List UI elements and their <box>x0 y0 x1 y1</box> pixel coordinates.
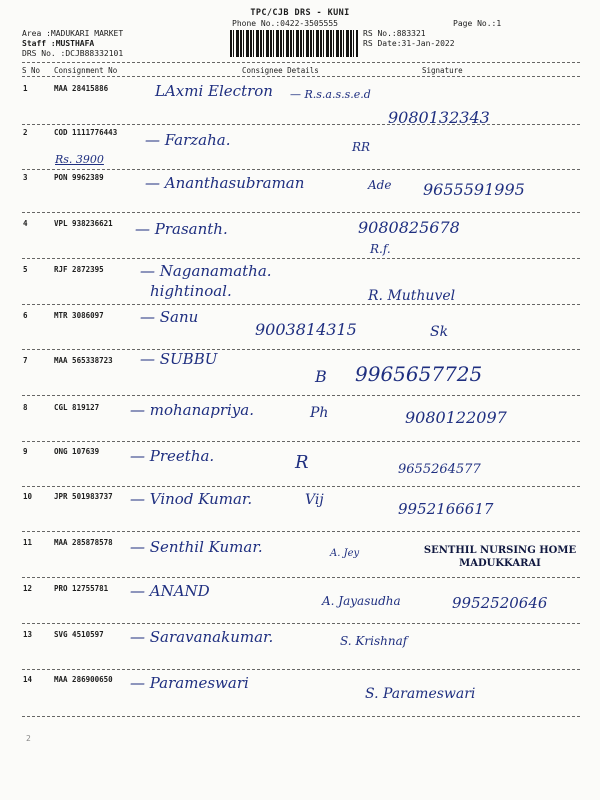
row-sno: 10 <box>23 492 33 501</box>
consignee-phone: 9080132343 <box>388 108 490 127</box>
consignee-name: — Naganamatha. <box>140 262 272 280</box>
consignment-no: MAA 285878578 <box>54 538 113 547</box>
consignment-no: JPR 501983737 <box>54 492 113 501</box>
row-sno: 8 <box>23 403 28 412</box>
rs-date: RS Date:31-Jan-2022 <box>363 39 455 48</box>
divider <box>22 716 580 717</box>
consignee-note: hightinoal. <box>150 282 232 300</box>
signature: Vij <box>305 492 324 508</box>
consignment-no: SVG 4510597 <box>54 630 104 639</box>
signature: R.f. <box>370 242 391 256</box>
col-header-signature: Signature <box>422 66 463 75</box>
row-sno: 14 <box>23 675 33 684</box>
consignee-name: — Prasanth. <box>135 220 228 238</box>
barcode-icon <box>230 30 358 57</box>
consignment-no: MAA 286900650 <box>54 675 113 684</box>
divider <box>22 304 580 305</box>
col-header-consignee: Consignee Details <box>242 66 319 75</box>
area-label: Area :MADUKARI MARKET <box>22 29 124 38</box>
consignee-name: LAxmi Electron <box>155 82 273 100</box>
divider <box>22 349 580 350</box>
consignment-no: VPL 938236621 <box>54 219 113 228</box>
consignee-name: — Senthil Kumar. <box>130 538 263 556</box>
consignee-name: — mohanapriya. <box>130 401 254 419</box>
stamp-line-1: SENTHIL NURSING HOME <box>423 545 577 556</box>
consignment-no: RJF 2872395 <box>54 265 104 274</box>
consignee-phone: 9952520646 <box>452 594 548 612</box>
divider <box>22 623 580 624</box>
divider <box>22 531 580 532</box>
consignee-phone: 9655591995 <box>423 180 525 199</box>
consignee-name: — Sanu <box>140 308 199 326</box>
consignee-name: — Farzaha. <box>145 131 231 149</box>
divider <box>22 441 580 442</box>
page-number: Page No.:1 <box>453 19 502 28</box>
divider <box>22 212 580 213</box>
rs-number: RS No.:883321 <box>363 29 426 38</box>
consignment-no: ONG 107639 <box>54 447 100 456</box>
row-sno: 3 <box>23 173 28 182</box>
area-block <box>22 29 123 59</box>
signature: Sk <box>430 324 449 340</box>
col-header-consignment: Consignment No <box>54 66 118 75</box>
row-sno: 2 <box>23 128 28 137</box>
consignment-no: COD 1111776443 <box>54 128 118 137</box>
divider <box>22 62 580 63</box>
signature: R. Muthuvel <box>368 288 456 304</box>
consignee-name: — Saravanakumar. <box>130 628 274 646</box>
col-header-sno: S No <box>22 66 41 75</box>
consignee-name: — Vinod Kumar. <box>130 490 253 508</box>
row-sno: 1 <box>23 84 28 93</box>
consignment-no: MAA 28415886 <box>54 84 109 93</box>
consignee-phone: 9655264577 <box>398 462 481 477</box>
staff-label: Staff :MUSTHAFA <box>22 39 95 48</box>
consignee-name: — Ananthasubraman <box>145 174 305 192</box>
drs-number: DRS No. :DCJB88332101 <box>22 49 124 58</box>
page-mark: 2 <box>26 734 31 743</box>
consignee-name: — Preetha. <box>130 447 215 465</box>
row-sno: 6 <box>23 311 28 320</box>
divider <box>22 76 580 77</box>
divider <box>22 169 580 170</box>
row-sno: 4 <box>23 219 28 228</box>
consignment-no: PON 9962389 <box>54 173 104 182</box>
row-sno: 11 <box>23 538 33 547</box>
consignee-note: — R.s.a.s.s.e.d <box>290 88 371 101</box>
row-sno: 7 <box>23 356 28 365</box>
sheet-title: TPC/CJB DRS - KUNI <box>250 8 350 18</box>
consignment-no: MAA 565338723 <box>54 356 113 365</box>
signature: S. Krishnaf <box>340 634 408 648</box>
consignment-no: MTR 3086097 <box>54 311 104 320</box>
consignee-name: — SUBBU <box>140 350 218 368</box>
signature: Ade <box>368 178 392 192</box>
signature: Ph <box>310 405 329 421</box>
signature: B <box>315 367 327 386</box>
row-sno: 13 <box>23 630 33 639</box>
signature: A. Jey <box>330 548 360 559</box>
consignment-no: PRO 12755781 <box>54 584 109 593</box>
signature: S. Parameswari <box>365 686 476 702</box>
row-sno: 9 <box>23 447 28 456</box>
signature: RR <box>352 140 371 154</box>
signature: A. Jayasudha <box>322 594 401 608</box>
consignee-phone: 9080825678 <box>358 218 460 237</box>
divider <box>22 395 580 396</box>
phone-number: Phone No.:0422-3505555 <box>232 19 338 28</box>
row-sno: 5 <box>23 265 28 274</box>
consignee-note: Rs. 3900 <box>55 153 104 166</box>
consignee-phone: 9952166617 <box>398 500 494 518</box>
consignment-no: CGL 819127 <box>54 403 100 412</box>
divider <box>22 669 580 670</box>
row-sno: 12 <box>23 584 33 593</box>
signature: R <box>295 452 309 473</box>
divider <box>22 124 580 125</box>
divider <box>22 486 580 487</box>
consignee-name: — ANAND <box>130 582 210 600</box>
consignee-phone: 9003814315 <box>255 320 357 339</box>
consignee-phone: 9965657725 <box>355 362 483 386</box>
rs-block <box>363 29 455 49</box>
stamp-line-2: MADUKKARAI <box>459 558 541 569</box>
hospital-stamp <box>415 544 585 570</box>
divider <box>22 577 580 578</box>
consignee-phone: 9080122097 <box>405 408 507 427</box>
divider <box>22 258 580 259</box>
consignee-name: — Parameswari <box>130 674 249 692</box>
